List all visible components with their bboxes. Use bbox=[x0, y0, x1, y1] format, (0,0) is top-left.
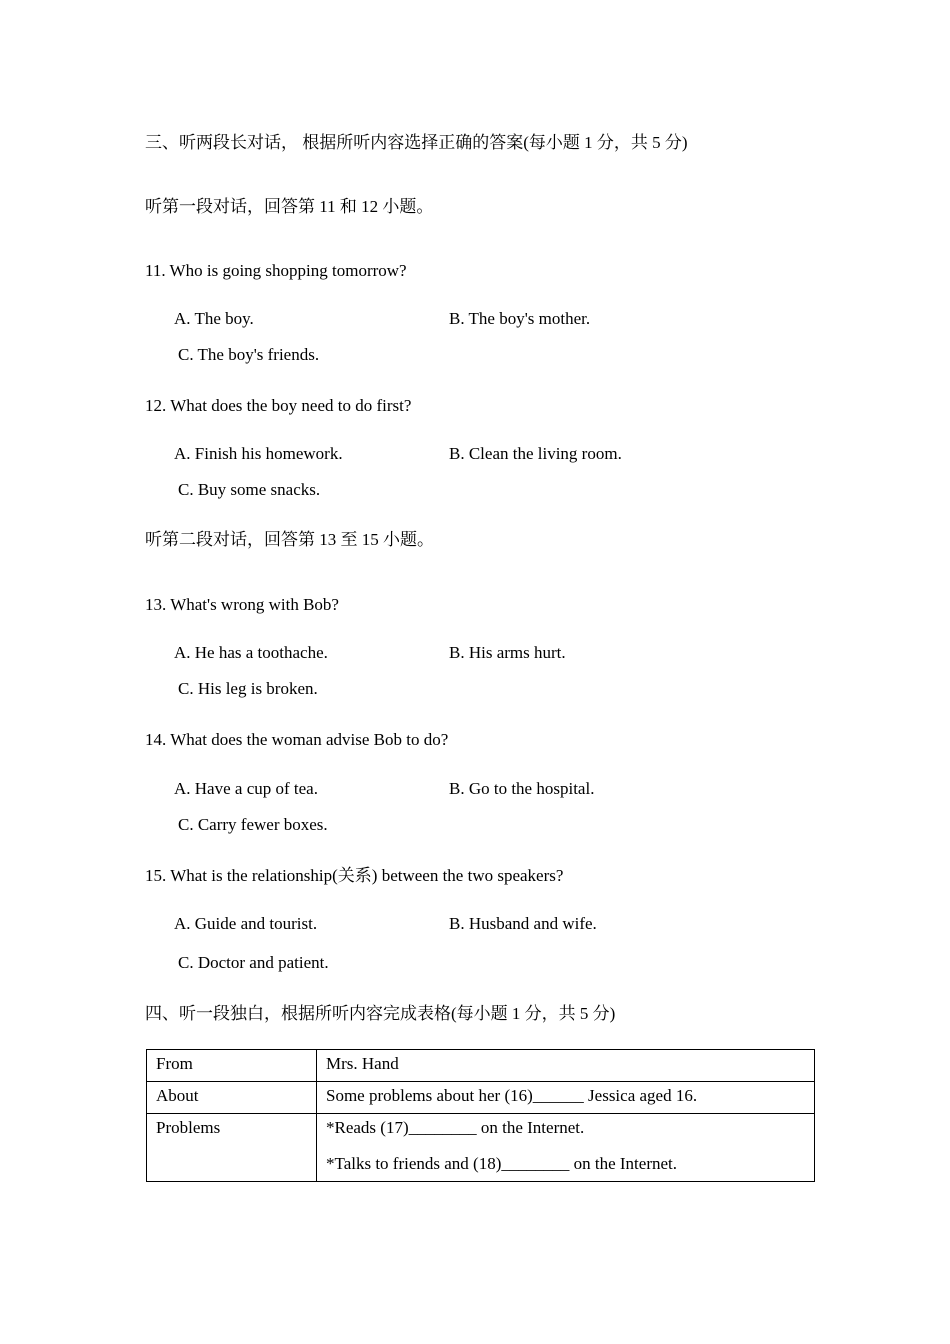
section-4-title: 四、听一段独白，根据所听内容完成表格(每小题 1 分，共 5 分) bbox=[145, 1004, 616, 1023]
table-row bbox=[147, 1050, 815, 1082]
question-15-stem: 15. What is the relationship(关系) between the two speakers? bbox=[145, 866, 564, 885]
table-row-content bbox=[317, 1114, 815, 1182]
section-3-title: 三、听两段长对话， 根据所听内容选择正确的答案(每小题 1 分，共 5 分) bbox=[145, 133, 688, 152]
table-cell-line: Mrs. Hand bbox=[326, 1054, 399, 1073]
question-12-option-c: C. Buy some snacks. bbox=[178, 480, 321, 499]
table-cell-line: *Reads (17)________ on the Internet. bbox=[326, 1118, 585, 1137]
question-14-option-a: A. Have a cup of tea. bbox=[174, 779, 318, 798]
question-14-option-c: C. Carry fewer boxes. bbox=[178, 815, 328, 834]
question-12-option-b: B. Clean the living room. bbox=[449, 444, 622, 463]
question-13-stem: 13. What's wrong with Bob? bbox=[145, 595, 339, 614]
table-cell-line: *Talks to friends and (18)________ on the Internet. bbox=[326, 1154, 678, 1173]
question-15-option-a: A. Guide and tourist. bbox=[174, 914, 318, 933]
question-12-option-a: A. Finish his homework. bbox=[174, 444, 343, 463]
table-row-label: Problems bbox=[147, 1114, 317, 1182]
table-row bbox=[147, 1114, 815, 1182]
dialogue-1-intro: 听第一段对话，回答第 11 和 12 小题。 bbox=[145, 197, 434, 216]
table-cell-line: Some problems about her (16)______ Jessica aged 16. bbox=[326, 1086, 698, 1105]
question-14-stem: 14. What does the woman advise Bob to do? bbox=[145, 730, 449, 749]
question-11-option-c: C. The boy's friends. bbox=[178, 345, 320, 364]
question-15-option-c: C. Doctor and patient. bbox=[178, 953, 329, 972]
table-row-content bbox=[317, 1082, 815, 1114]
question-13-option-c: C. His leg is broken. bbox=[178, 679, 318, 698]
table-row-label: From bbox=[147, 1050, 317, 1082]
question-12-stem: 12. What does the boy need to do first? bbox=[145, 396, 412, 415]
table-row-content bbox=[317, 1050, 815, 1082]
question-13-option-a: A. He has a toothache. bbox=[174, 643, 328, 662]
question-11-option-b: B. The boy's mother. bbox=[449, 309, 591, 328]
question-13-option-b: B. His arms hurt. bbox=[449, 643, 566, 662]
dialogue-2-intro: 听第二段对话，回答第 13 至 15 小题。 bbox=[145, 530, 434, 549]
monologue-table bbox=[146, 1049, 815, 1182]
table-row bbox=[147, 1082, 815, 1114]
table-row-label: About bbox=[147, 1082, 317, 1114]
question-14-option-b: B. Go to the hospital. bbox=[449, 779, 595, 798]
question-15-option-b: B. Husband and wife. bbox=[449, 914, 597, 933]
question-11-stem: 11. Who is going shopping tomorrow? bbox=[145, 261, 407, 280]
question-11-option-a: A. The boy. bbox=[174, 309, 254, 328]
